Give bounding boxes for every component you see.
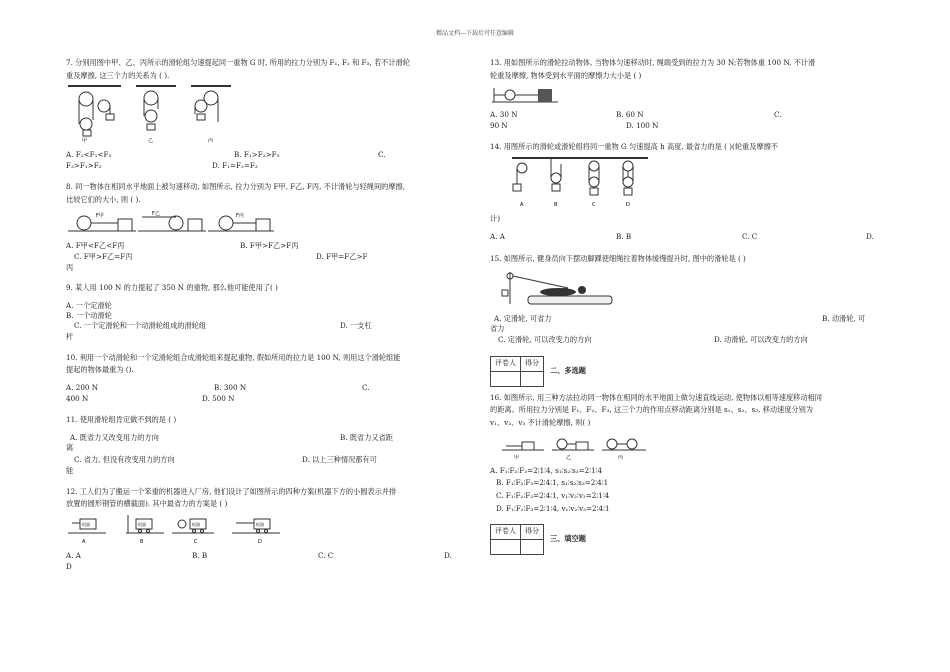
- question-13: 13. 用如图所示的滑轮拉动物体, 当物体匀速移动时, 绳端受到的拉力为 30 N;若物体重 100 N, 不计滑 轮重及摩擦, 物体受到水平面的摩擦力大小是 ( ) A. 30 N B. 60 N C. 90 N D. 100 N: [490, 58, 882, 132]
- section-multiple-choice: [490, 356, 882, 387]
- q13-options: A. 30 N B. 60 N C. 90 N D. 100 N: [490, 110, 782, 131]
- option-c[interactable]: C. 省力, 但没有改变用力的方向: [74, 454, 175, 464]
- option-c[interactable]: C. F₁∶F₂∶F₃=2∶4∶1, v₁∶v₂∶v₃=2∶1∶4: [496, 491, 610, 501]
- svg-text:B: B: [554, 202, 558, 209]
- score-box: 评卷人 得分: [490, 524, 544, 555]
- pulley-figure-7: [66, 84, 236, 144]
- svg-text:C: C: [592, 202, 596, 209]
- option-d[interactable]: D. F₁∶F₂∶F₃=2∶1∶4, v₁∶v₂∶v₃=2∶4∶1: [496, 503, 610, 513]
- svg-text:F乙: F乙: [152, 210, 160, 217]
- option-d[interactable]: D.: [866, 231, 874, 241]
- right-column: [490, 58, 882, 555]
- svg-text:A: A: [82, 539, 86, 546]
- option-a[interactable]: A. F₂<F₁<F₃: [66, 150, 112, 160]
- option-c[interactable]: C. 一个定滑轮和一个动滑轮组成的滑轮组: [74, 320, 207, 330]
- question-15: 15. 如图所示, 健身员向下摆动脚踝使细绳拉着物体缓慢提升时, 图中的滑轮是 ( ) A. 定滑轮, 可省力 B. 动滑轮, 可 省力 C. 定滑轮, 可以改变力的方向 D. 动滑轮, 可以改变力的方向: [490, 254, 882, 346]
- q15-options: A. 定滑轮, 可省力 B. 动滑轮, 可 省力 C. 定滑轮, 可以改变力的方向 D. 动滑轮, 可以改变力的方向: [490, 313, 866, 344]
- option-d[interactable]: D. F甲=F乙>F: [316, 251, 368, 261]
- svg-text:机器: 机器: [192, 522, 200, 528]
- option-b[interactable]: B. F₁>F₂>F₃: [234, 150, 280, 160]
- option-c[interactable]: C.: [362, 383, 370, 393]
- option-c[interactable]: C.: [378, 150, 386, 160]
- option-d[interactable]: D. 一支杠: [340, 320, 372, 330]
- svg-text:甲: 甲: [514, 454, 520, 460]
- svg-text:F甲: F甲: [96, 212, 104, 219]
- question-11: 11. 使用滑轮组肯定做不到的是 ( ) A. 既省力又改变用力的方向 B. 既省力又省距 离 C. 省力, 但没有改变用力的方向 D. 以上三种情况都有可 能: [66, 415, 464, 477]
- option-b[interactable]: B. 动滑轮, 可: [822, 313, 866, 323]
- pulley-figure-13: [490, 84, 560, 104]
- question-9: 9. 某人用 100 N 的力提起了 350 N 的重物, 那么他可能使用了( ) A. 一个定滑轮 B. 一个动滑轮 C. 一个定滑轮和一个动滑轮组成的滑轮组 D. 一支杠 杆: [66, 283, 464, 343]
- option-b[interactable]: B. B: [192, 551, 208, 561]
- option-b[interactable]: B. F₁∶F₂∶F₃=2∶4∶1, s₁∶s₂∶s₃=2∶4∶1: [496, 478, 609, 488]
- option-a[interactable]: A. F₁∶F₂∶F₃=2∶1∶4, s₁∶s₂∶s₃=2∶1∶4: [490, 465, 603, 475]
- option-b[interactable]: B. F甲>F乙>F丙: [240, 240, 299, 250]
- svg-text:机器: 机器: [138, 522, 146, 528]
- svg-text:乙: 乙: [148, 138, 154, 145]
- q10-options: A. 200 N B. 300 N C. 400 N D. 500 N: [66, 383, 370, 404]
- svg-text:F丙: F丙: [236, 212, 244, 219]
- svg-text:甲: 甲: [82, 138, 88, 145]
- option-d[interactable]: D. 500 N: [202, 394, 235, 404]
- option-b[interactable]: B. 既省力又省距: [340, 432, 393, 442]
- svg-text:D: D: [626, 202, 630, 209]
- svg-text:A: A: [520, 202, 524, 209]
- section-title: 二、多选题: [550, 366, 586, 376]
- svg-text:B: B: [140, 539, 144, 546]
- q8-options: A. F甲<F乙<F丙 B. F甲>F乙>F丙 C. F甲>F乙=F丙 D. F甲=F乙>F 丙: [66, 240, 368, 272]
- option-d[interactable]: D.: [444, 551, 452, 561]
- option-c[interactable]: C. C: [318, 551, 334, 561]
- section-fill-in: [490, 524, 882, 555]
- q14-options: [490, 232, 882, 244]
- option-b[interactable]: B. B: [616, 231, 632, 241]
- fitness-figure-15: [498, 268, 618, 308]
- option-a[interactable]: A. 一个定滑轮: [66, 300, 112, 310]
- page-header: 精品文档---下载后可任意编辑: [435, 30, 515, 37]
- option-b[interactable]: B. 300 N: [214, 383, 247, 393]
- option-a[interactable]: A. 既省力又改变用力的方向: [70, 432, 159, 442]
- option-d[interactable]: D. F₁=F₂=F₃: [212, 161, 258, 171]
- option-c[interactable]: C. F甲>F乙=F丙: [74, 251, 133, 261]
- svg-text:C: C: [194, 539, 198, 546]
- svg-text:D: D: [258, 539, 262, 546]
- q9-options: A. 一个定滑轮 B. 一个动滑轮 C. 一个定滑轮和一个动滑轮组成的滑轮组 D. 一支杠 杆: [66, 300, 372, 341]
- question-8: 8. 同一物体在相同水平地面上被匀速移动, 如图所示, 拉力分别为 F甲, F乙, F丙, 不计滑轮与轻绳间的摩擦, 比较它们的大小, 则 ( ). F甲 F乙 F丙 A. F甲<F乙<F丙 B. F甲>F乙>F丙 C. F甲>F乙=F丙 D. F甲=F乙>F 丙: [66, 182, 464, 272]
- left-column: [66, 58, 464, 583]
- pulley-figure-8: [66, 209, 276, 235]
- option-d[interactable]: D. 动滑轮, 可以改变力的方向: [714, 334, 808, 344]
- q7-options: A. F₂<F₁<F₃ B. F₁>F₂>F₃ C. F₃>F₁>F₂ D. F₁=F₂=F₃: [66, 150, 386, 171]
- q12-options: A. A B. B C. C D. D: [66, 551, 452, 572]
- pulley-figure-14: [510, 156, 650, 208]
- section-title: 三、填空题: [550, 534, 586, 544]
- option-a[interactable]: A. F甲<F乙<F丙: [66, 240, 125, 250]
- question-7: 7. 分别用图中甲、乙、丙所示的滑轮组匀速提起同一重物 G 时, 所用的拉力分别为 F₁, F₂ 和 F₃, 若不计滑轮 重及摩擦, 这三个力的关系为 ( ). 甲 乙 丙 A. F₂<F₁<F₃ B. F₁>F₂>F₃ C. F₃>F₁>F₂ D. F₁=F₂=F₃: [66, 58, 464, 172]
- q16-options: [490, 466, 882, 514]
- option-c[interactable]: C. C: [742, 231, 758, 241]
- machine-figure-12: [66, 513, 306, 545]
- option-c[interactable]: C.: [774, 110, 782, 120]
- pulley-figure-16: [500, 432, 650, 460]
- score-box: 评卷人 得分: [490, 356, 544, 387]
- svg-text:丙: 丙: [618, 454, 624, 460]
- svg-text:乙: 乙: [566, 454, 572, 460]
- question-16: 16. 如图所示, 用三种方法拉动同一物体在相同的水平地面上做匀速直线运动, 使物体以相等速度移动相同 的距离。所用拉力分别是 F₁、F₂、F₃, 这三个力的作用点移动距离分别是 s₁、s₂、s₃, 移动速度分别为 v₁、v₂、v₃ 不计滑轮摩擦, 则( ) 甲 乙 丙 A. F₁∶F₂∶F₃=2∶1∶4, s₁∶s₂∶s₃=2∶1∶4 B. F₁∶F₂∶F₃=2∶4∶1, s₁∶s₂∶s₃=2∶4∶1 C. F₁∶F₂∶F₃=2∶4∶1, v₁∶v₂∶v₃=2∶1∶4 D. F₁∶F₂∶F₃=2∶1∶4, v₁∶v₂∶v₃=2∶4∶1: [490, 393, 882, 514]
- option-d[interactable]: D. 以上三种情况都有可: [302, 454, 377, 464]
- svg-text:丙: 丙: [208, 138, 214, 145]
- option-a[interactable]: A. 30 N: [490, 110, 518, 120]
- option-a[interactable]: A. 200 N: [66, 383, 99, 393]
- question-14: 14. 用图所示的滑轮或滑轮组将同一重物 G 匀速提高 h 高度, 最省力的是 ( )(轮重及摩擦不 A B C D 计) A. A B. B C. C D.: [490, 142, 882, 243]
- option-a[interactable]: A. 定滑轮, 可省力: [494, 313, 552, 323]
- question-10: 10. 利用一个动滑轮和一个定滑轮组合成滑轮组来提起重物, 假如所用的拉力是 100 N, 则用这个滑轮组能 提起的物体最重为 (). A. 200 N B. 300 N C. 400 N D. 500 N: [66, 353, 464, 405]
- option-c[interactable]: C. 定滑轮, 可以改变力的方向: [498, 334, 592, 344]
- svg-text:机器: 机器: [256, 522, 264, 528]
- q11-options: A. 既省力又改变用力的方向 B. 既省力又省距 离 C. 省力, 但没有改变用力的方向 D. 以上三种情况都有可 能: [66, 432, 393, 475]
- option-b[interactable]: B. 60 N: [616, 110, 644, 120]
- option-d[interactable]: D. 100 N: [626, 121, 659, 131]
- option-a[interactable]: A. A: [490, 231, 505, 241]
- option-b[interactable]: B. 一个动滑轮: [66, 310, 112, 320]
- question-12: 12. 工人们为了搬运一个笨重的机器进入厂房, 他们设计了如图所示的四种方案(机器下方的小圆表示并排 放置的圆形钢管的横截面). 其中最省力的方案是 ( ) A B C D 机器 机器 机器 机器 A. A B. B C. C D. D: [66, 487, 464, 573]
- option-a[interactable]: A. A: [66, 551, 81, 561]
- svg-text:机器: 机器: [82, 522, 90, 528]
